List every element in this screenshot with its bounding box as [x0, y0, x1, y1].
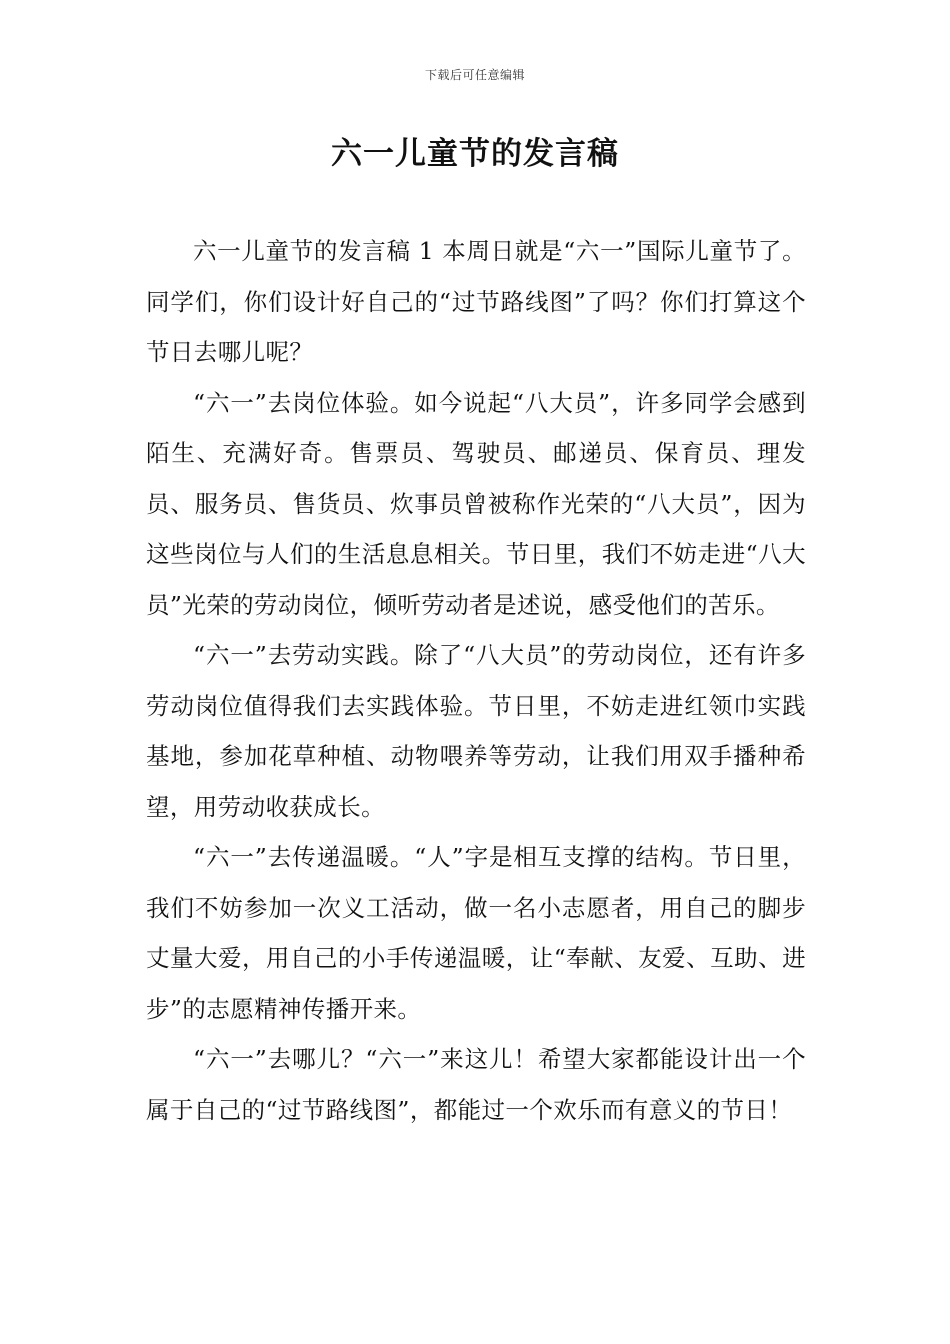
- document-title: 六一儿童节的发言稿: [331, 136, 619, 172]
- paragraph: “六一”去传递温暖。“人”字是相互支撑的结构。节日里，我们不妨参加一次义工活动，做一名小志愿者，用自己的脚步丈量大爱，用自己的小手传递温暖，让“奉献、友爱、互助、进步”的志愿精神传播开来。: [146, 843, 806, 1023]
- paragraph: 六一儿童节的发言稿 1 本周日就是“六一”国际儿童节了。同学们，你们设计好自己的“过节路线图”了吗？你们打算这个节日去哪儿呢？: [146, 237, 806, 366]
- paragraph: “六一”去岗位体验。如今说起“八大员”，许多同学会感到陌生、充满好奇。售票员、驾驶员、邮递员、保育员、理发员、服务员、售货员、炊事员曾被称作光荣的“八大员”，因为这些岗位与人们的生活息息相关。节日里，我们不妨走进“八大员”光荣的劳动岗位，倾听劳动者是述说，感受他们的苦乐。: [146, 388, 806, 619]
- paragraph: “六一”去劳动实践。除了“八大员”的劳动岗位，还有许多劳动岗位值得我们去实践体验。节日里，不妨走进红领巾实践基地，参加花草种植、动物喂养等劳动，让我们用双手播种希望，用劳动收获成长。: [146, 641, 806, 821]
- paragraph: “六一”去哪儿？“六一”来这儿！希望大家都能设计出一个属于自己的“过节路线图”，都能过一个欢乐而有意义的节日！: [146, 1045, 806, 1124]
- page-header-note: 下载后可任意编辑: [424, 68, 525, 82]
- document-body: [146, 226, 806, 1135]
